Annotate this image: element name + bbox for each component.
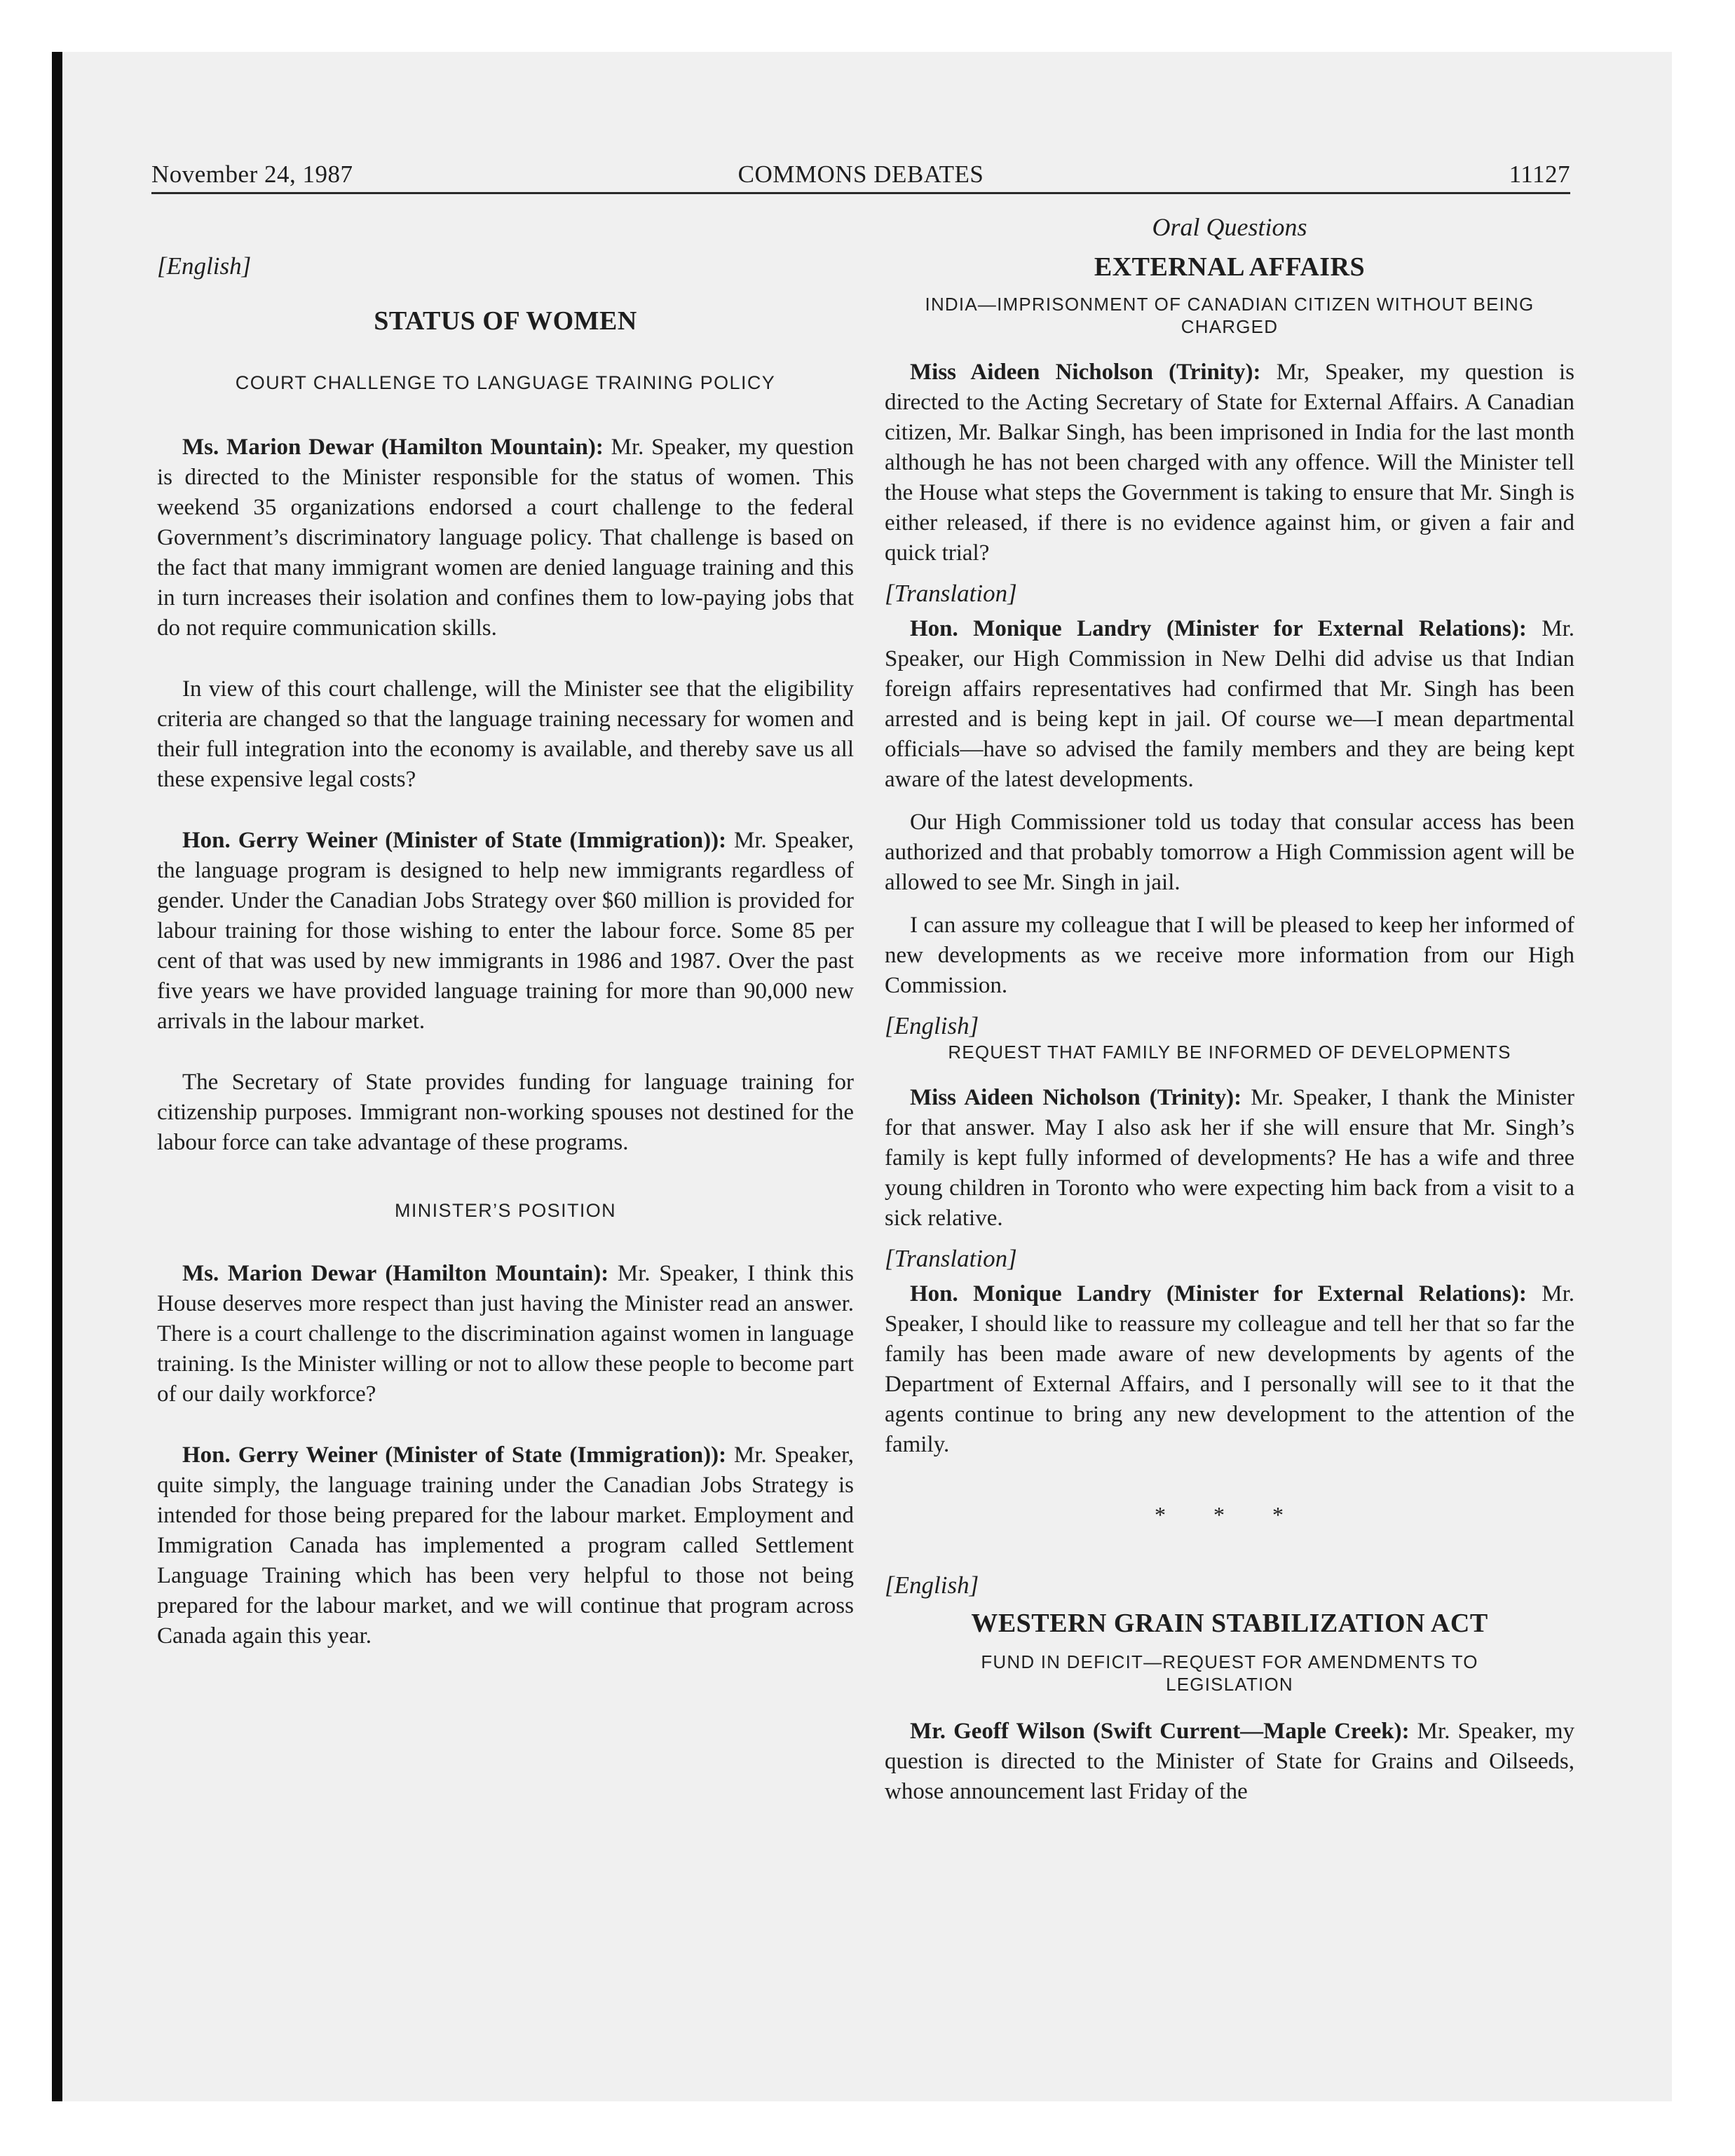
speaker-name: Miss Aideen Nicholson (Trinity): [910, 1085, 1242, 1110]
section-heading: WESTERN GRAIN STABILIZATION ACT [971, 1609, 1488, 1638]
speaker-name: Mr. Geoff Wilson (Swift Current—Maple Creek): [910, 1719, 1410, 1744]
language-marker: [Translation] [885, 580, 1017, 607]
subheading: COURT CHALLENGE TO LANGUAGE TRAINING POLICY [235, 372, 776, 393]
speech-text: Mr. Speaker, quite simply, the language training under the Canadian Jobs Strategy is intended for those being prepared for the labour market. Employment and Immigration Canada has implemented a program called Settlement Language Training which has been very helpful to those not being prepared for the labour market, and we will continue that program across Canada again this year. [157, 1442, 854, 1649]
rubric: Oral Questions [1152, 213, 1307, 241]
speech-text: Mr. Speaker, I think this House deserves more respect than just having the Minister read an answer. There is a court challenge to the discrimination against women in language training. Is the Minister willing or not to allow these people to become part of our daily workforce? [157, 1261, 854, 1407]
speech-paragraph [885, 1083, 1574, 1234]
speaker-name: Ms. Marion Dewar (Hamilton Mountain): [182, 1261, 609, 1286]
speech-text: Mr. Speaker, I thank the Minister for that answer. May I also ask her if she will ensure that Mr. Singh’s family is kept fully informed of developments? He has a wife and three young children in Toronto who were expecting him back from a visit to a sick relative. [885, 1085, 1574, 1231]
speaker-name: Hon. Monique Landry (Minister for External Relations): [910, 1281, 1527, 1306]
speech-text: Mr. Speaker, the language program is designed to help new immigrants regardless of gender. Under the Canadian Jobs Strategy over $60 million is provided for labour training for those wishing to enter the labour force. Some 85 per cent of that was used by new immigrants in 1986 and 1987. Over the past five years we have provided language training for more than 90,000 new arrivals in the labour market. [157, 828, 854, 1034]
speech-text: Mr. Speaker, I should like to reassure my colleague and tell her that so far the family has been made aware of new developments by agents of the Department of External Affairs, and I personally will see to it that the agents continue to bring any new development to the attention of the family. [885, 1281, 1574, 1457]
speech-text: Mr, Speaker, my question is directed to the Acting Secretary of State for External Affairs. A Canadian citizen, Mr. Balkar Singh, has been imprisoned in India for the last month although he has not been charged with any offence. Will the Minister tell the House what steps the Government is taking to ensure that Mr. Singh is either released, if there is no evidence against him, or given a fair and quick trial? [885, 360, 1574, 566]
speech-text: Mr. Speaker, our High Commission in New Delhi did advise us that Indian foreign affairs representatives had confirmed that Mr. Singh has been arrested and is being kept in jail. Of course we—I mean departmental officials—have so advised the family members and they are being kept aware of the latest developments. [885, 616, 1574, 792]
speaker-name: Hon. Monique Landry (Minister for External Relations): [910, 616, 1527, 641]
right-column [885, 196, 1574, 1807]
scan-edge [52, 52, 62, 2101]
speech-paragraph [885, 357, 1574, 568]
speech-paragraph: The Secretary of State provides funding for language training for citizenship purposes. Immigrant non-working spouses not destined for the labour force can take advantage of these programs. [157, 1070, 854, 1155]
section-heading: STATUS OF WOMEN [374, 306, 637, 336]
speaker-name: Ms. Marion Dewar (Hamilton Mountain): [182, 435, 604, 460]
language-marker: [Translation] [885, 1245, 1017, 1272]
subheading: FUND IN DEFICIT—REQUEST FOR AMENDMENTS TO LEGISLATION [981, 1651, 1478, 1695]
subheading: REQUEST THAT FAMILY BE INFORMED OF DEVELOPMENTS [948, 1042, 1511, 1063]
speech-paragraph [157, 1440, 854, 1651]
speech-paragraph [157, 1259, 854, 1410]
speaker-name: Hon. Gerry Weiner (Minister of State (Immigration)): [182, 828, 727, 853]
speech-text: Mr. Speaker, my question is directed to the Minister responsible for the status of women. This weekend 35 organizations endorsed a court challenge to the federal Government’s discriminatory language policy. That challenge is based on the fact that many immigrant women are denied language training and this in turn increases their isolation and confines them to low-paying jobs that do not require communication skills. [157, 435, 854, 641]
header-title: COMMONS DEBATES [737, 161, 984, 188]
speech-paragraph [885, 1279, 1574, 1460]
speech-paragraph: In view of this court challenge, will the Minister see that the eligibility criteria are changed so that the language training necessary for women and their full integration into the economy is available, and thereby save us all these expensive legal costs? [157, 676, 854, 792]
speech-text: Mr. Speaker, my question is directed to the Minister of State for Grains and Oilseeds, whose announcement last Friday of the [885, 1719, 1574, 1804]
speech-paragraph [885, 1717, 1574, 1807]
speech-paragraph [885, 614, 1574, 795]
subheading: INDIA—IMPRISONMENT OF CANADIAN CITIZEN WITHOUT BEING CHARGED [925, 294, 1535, 337]
language-marker: [English] [885, 1571, 979, 1599]
left-column [157, 196, 854, 1651]
speech-paragraph: I can assure my colleague that I will be pleased to keep her informed of new developments as we receive more information from our High Commission. [885, 913, 1574, 998]
subheading: MINISTER’S POSITION [394, 1200, 617, 1221]
language-marker: [English] [885, 1012, 979, 1039]
speech-paragraph: Our High Commissioner told us today that consular access has been authorized and that probably tomorrow a High Commission agent will be allowed to see Mr. Singh in jail. [885, 810, 1574, 895]
section-separator: * * * [1155, 1502, 1305, 1527]
section-heading: EXTERNAL AFFAIRS [1094, 252, 1366, 282]
header-date: November 24, 1987 [151, 161, 353, 188]
speech-paragraph [157, 432, 854, 643]
running-head [151, 157, 1570, 194]
speaker-name: Miss Aideen Nicholson (Trinity): [910, 360, 1261, 385]
language-marker: [English] [157, 252, 252, 280]
speech-paragraph [157, 826, 854, 1037]
speaker-name: Hon. Gerry Weiner (Minister of State (Immigration)): [182, 1442, 727, 1468]
header-page-number: 11127 [1509, 161, 1570, 188]
